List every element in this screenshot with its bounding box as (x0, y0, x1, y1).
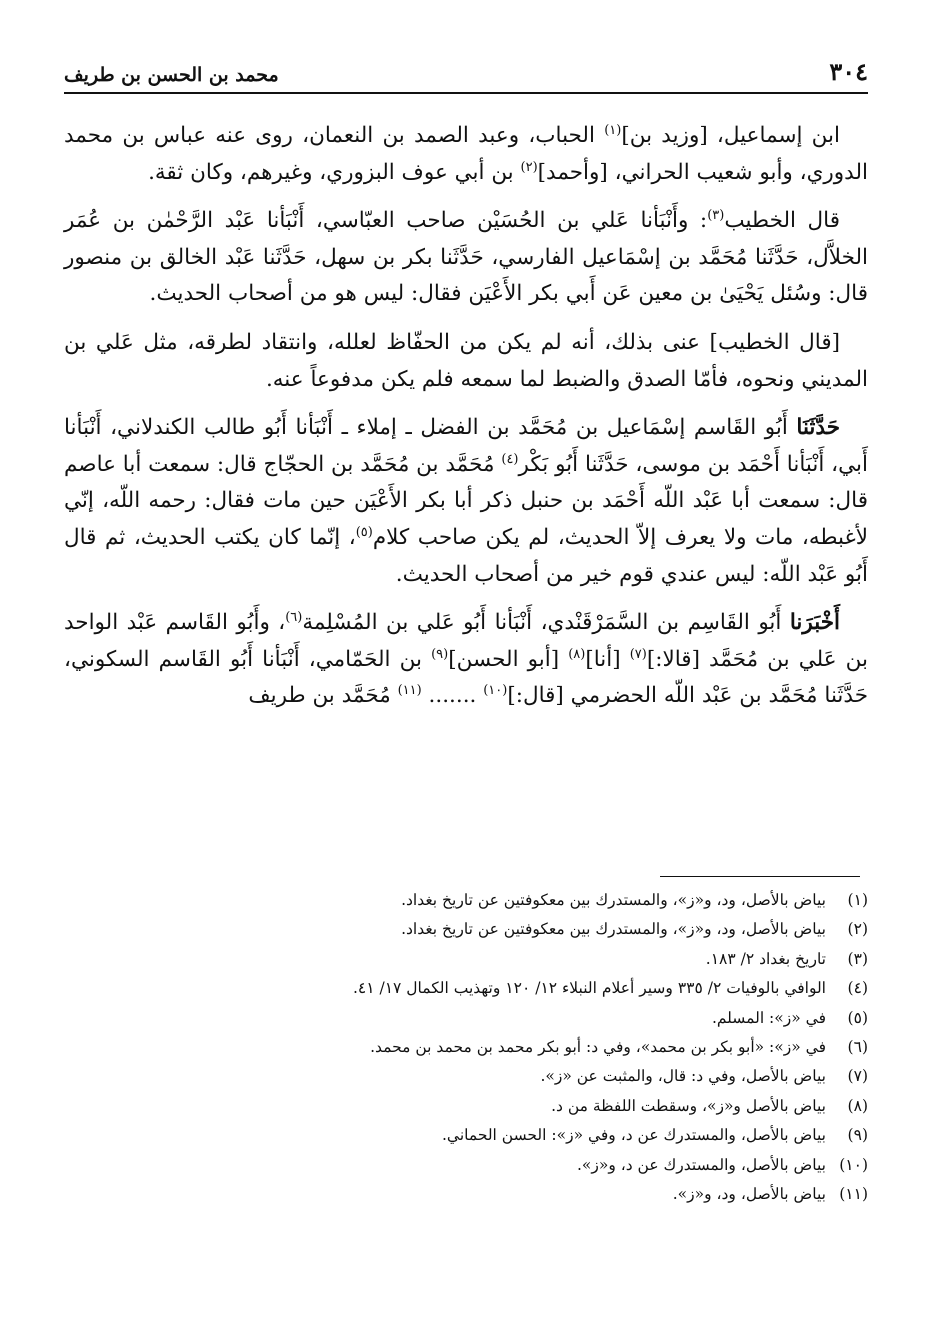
paragraph (64, 118, 868, 191)
text-run: [أبو الحسن] (448, 646, 569, 672)
footnote-ref[interactable]: (٧) (629, 646, 647, 662)
text-run: بن الحَمّامي، أَنْبَأنا أَبُو القَاسم السكوني، حَدَّثَنا مُحَمَّد بن عَبْد اللّه الحضرمي [قال:] (64, 646, 868, 709)
paragraph (64, 605, 868, 715)
footnote-text: بياض بالأصل، وفي د: قال، والمثبت عن «ز». (540, 1067, 826, 1086)
footnote-text: بياض بالأصل، ود، و«ز»، والمستدرك بين معكوفتين عن تاريخ بغداد. (401, 891, 826, 909)
footnotes (64, 886, 868, 1209)
footnote-ref[interactable]: (٦) (285, 609, 303, 625)
footnote-ref[interactable]: (٣) (707, 208, 725, 224)
text-run: [أنا] (585, 646, 630, 672)
chain-lead-word: حَدَّثَنَا (796, 415, 840, 441)
text-run: قال الخطيب (724, 208, 840, 234)
footnote-ref[interactable]: (٢) (520, 159, 538, 175)
footnote-item (64, 945, 868, 974)
paragraph (64, 410, 868, 593)
footnote-text: بياض بالأصل، والمستدرك عن د، وفي «ز»: الحسن الحماني. (441, 1126, 826, 1145)
text-run: ....... (421, 683, 484, 709)
footnote-number: (٢) (847, 920, 868, 939)
footnote-ref[interactable]: (١) (604, 122, 622, 138)
footnote-number: (٨) (847, 1096, 868, 1115)
text-run: : وأَنْبَأنا عَلي بن الحُسَيْن صاحب العبّاسي، أَنْبَأنا عَبْد الرَّحْمٰن بن عُمَر الخلاَّل، حَدَّثَنا مُحَمَّد بن إسْمَاعيل الفارسي، حَدَّثَنا بكر بن سهل، حَدَّثَنا عَبْد الخالق بن منصور قال: وسُئل يَحْيَىٰ بن معين عَن أَبي بكر الأَعْيَن فقال: ليس هو من أصحاب الحديث. (64, 208, 868, 307)
footnote-text: بياض بالأصل، ود، و«ز»، والمستدرك بين معكوفتين عن تاريخ بغداد. (401, 920, 826, 939)
footnote-item (64, 1180, 868, 1209)
footnote-text: بياض بالأصل، والمستدرك عن د، و«ز». (576, 1155, 826, 1174)
footnote-ref[interactable]: (١٠) (483, 683, 508, 699)
paragraph (64, 203, 868, 313)
footnote-number: (١١) (839, 1185, 868, 1204)
footnote-number: (٦) (847, 1038, 868, 1057)
footnote-item (64, 1092, 868, 1121)
text-run: أَبُو القَاسم إسْمَاعيل بن مُحَمَّد بن الفضل ـ إملاء ـ أَنْبَأنا أَبُو طالب الكندلاني، أَنْبَأنا أَبي، أَنْبَأنا أَحْمَد بن موسى، حَدَّثَنا أَبُو بَكْر (64, 415, 868, 477)
running-title: محمد بن الحسن بن طريف (64, 64, 279, 86)
footnote-item (64, 886, 868, 915)
text-run: مُحَمَّد بن مُحَمَّد بن الحجّاج قال: سمعت أبا عاصم قال: سمعت أبا عَبْد اللّه أَحْمَد بن حنبل ذكر أبا بكر الأَعْيَن حين مات فقال: رحمه اللّه، إنّي لأغبطه، مات ولا يعرف إلاّ الحديث، لم يكن صاحب كلام (64, 451, 868, 550)
footnote-ref[interactable]: (٥) (355, 524, 373, 540)
footnote-number: (٤) (847, 979, 868, 998)
footnote-item (64, 1121, 868, 1150)
footnote-item (64, 915, 868, 944)
text-run: ، وأَبُو القَاسم عَبْد الواحد بن عَلي بن مُحَمَّد [قالا:] (64, 610, 869, 672)
chain-lead-word: أَخْبَرَنا (789, 610, 840, 636)
footnote-number: (٥) (847, 1008, 868, 1027)
footnote-item (64, 1004, 868, 1033)
footnote-number: (٩) (847, 1126, 868, 1145)
footnote-text: بياض بالأصل، ود، و«ز». (672, 1185, 826, 1204)
footnote-number: (٣) (847, 949, 868, 968)
footnote-separator (660, 876, 860, 877)
footnote-text: الوافي بالوفيات ٢/ ٣٣٥ وسير أعلام النبلاء ١٢/ ١٢٠ وتهذيب الكمال ١٧/ ٤١. (352, 979, 826, 998)
main-text (64, 118, 868, 727)
footnote-item (64, 1151, 868, 1180)
footnote-number: (٧) (847, 1067, 868, 1086)
footnote-number: (١) (847, 891, 868, 909)
footnote-ref[interactable]: (٤) (501, 451, 519, 467)
footnote-item (64, 1033, 868, 1062)
footnote-text: في «ز»: «أبو بكر بن محمد»، وفي د: أبو بكر محمد بن محمد بن محمد. (370, 1038, 826, 1057)
text-run: بن أبي عوف البزوري، وغيرهم، وكان ثقة. (148, 159, 521, 185)
footnote-item (64, 974, 868, 1003)
footnote-ref[interactable]: (١١) (397, 683, 422, 699)
footnote-number: (١٠) (839, 1155, 868, 1174)
text-run: ابن إسماعيل، [وزيد بن] (621, 123, 840, 148)
text-run: أَبُو القَاسِم بن السَّمَرْقَنْدي، أَنْبَأنا أَبُو عَلي بن المُسْلِمة (302, 610, 790, 636)
footnote-text: في «ز»: المسلم. (711, 1008, 826, 1027)
text-run: الحباب، وعبد الصمد بن النعمان، روى عنه عباس بن محمد الدوري، وأبو شعيب الحراني، [وأحمد] (64, 123, 868, 185)
page-number: ٣٠٤ (829, 57, 868, 86)
page-header (64, 50, 868, 94)
text-run: ، إنّما كان يكتب الحديث، ثم قال أَبُو عَبْد اللّه: ليس عندي قوم خير من أصحاب الحديث. (64, 524, 868, 587)
paragraph (64, 325, 868, 398)
text-run: [قال الخطيب] عنى بذلك، أنه لم يكن من الحفّاظ لعلله، وانتقاد لطرقه، مثل عَلي بن المديني ونحوه، فأمّا الصدق والضبط لما سمعه فلم يكن مدفوعاً عنه. (64, 329, 868, 392)
footnote-ref[interactable]: (٨) (568, 646, 586, 662)
footnote-text: تاريخ بغداد ٢/ ١٨٣. (705, 949, 826, 968)
text-run: مُحَمَّد بن طريف (248, 683, 398, 709)
footnote-item (64, 1062, 868, 1091)
footnote-ref[interactable]: (٩) (431, 646, 449, 662)
footnote-text: بياض بالأصل و«ز»، وسقطت اللفظة من د. (551, 1096, 826, 1115)
